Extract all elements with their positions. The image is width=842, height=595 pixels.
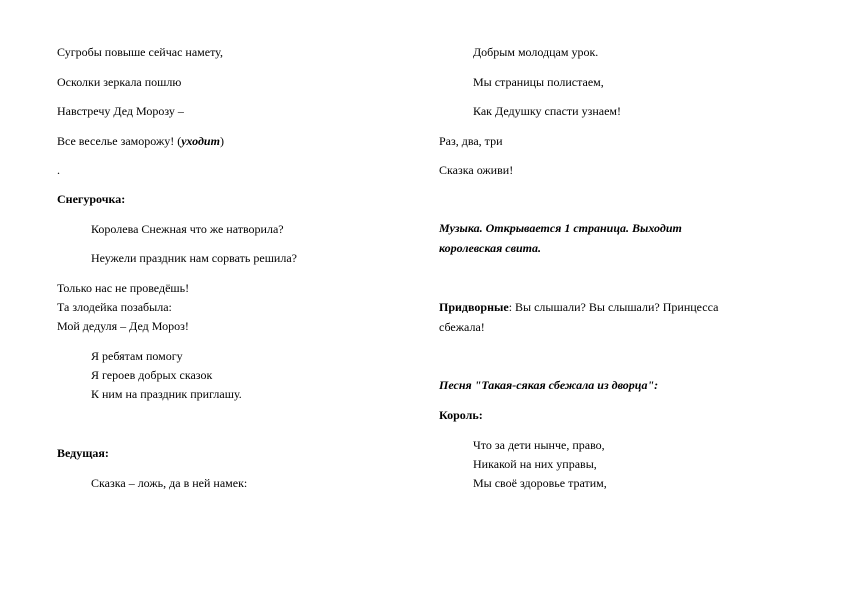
poem-line: Я ребятам помогу: [91, 349, 183, 363]
stage-direction: королевская свита.: [439, 241, 541, 255]
poem-line: Добрым молодцам урок.: [473, 45, 599, 59]
poem-line: Мы страницы полистаем,: [473, 75, 604, 89]
song-title: Песня "Такая-сякая сбежала из дворца":: [439, 378, 659, 392]
poem-line: Что за дети нынче, право,: [473, 438, 605, 452]
poem-text: ): [219, 134, 224, 148]
speaker-label-vedushchaya: Ведущая:: [57, 446, 109, 460]
poem-text: Все веселье заморожу! (: [57, 134, 182, 148]
poem-line: Мы своё здоровье тратим,: [473, 476, 607, 490]
dialogue-line: сбежала!: [439, 320, 485, 334]
speaker-label-korol: Король:: [439, 408, 483, 422]
dialogue-text: : Вы слышали? Вы слышали? Принцесса: [508, 300, 719, 314]
poem-line: Я героев добрых сказок: [91, 368, 213, 382]
poem-line: Та злодейка позабыла:: [57, 300, 172, 314]
poem-line: К ним на праздник приглашу.: [91, 387, 242, 401]
poem-line: Сугробы повыше сейчас намету,: [57, 45, 223, 59]
speaker-label-pridvornye: Придворные: [439, 300, 509, 314]
speaker-label-snegurochka: Снегурочка:: [57, 192, 126, 206]
poem-line: Только нас не проведёшь!: [57, 281, 190, 295]
stage-direction: уходит: [181, 134, 220, 148]
stage-direction: Музыка. Открывается 1 страница. Выходит: [439, 221, 682, 235]
poem-line: Мой дедуля – Дед Мороз!: [57, 319, 189, 333]
poem-line: Королева Снежная что же натворила?: [91, 222, 284, 236]
poem-line: Никакой на них управы,: [473, 457, 597, 471]
poem-line-with-stage-direction: [57, 134, 224, 148]
punctuation-line: .: [57, 163, 60, 177]
dialogue-line-pridvornye: [439, 300, 718, 314]
poem-line: Неужели праздник нам сорвать решила?: [91, 251, 297, 265]
poem-line: Раз, два, три: [439, 134, 503, 148]
poem-line: Навстречу Дед Морозу –: [57, 104, 184, 118]
poem-line: Сказка оживи!: [439, 163, 514, 177]
poem-line: Сказка – ложь, да в ней намек:: [91, 476, 248, 490]
poem-line: Осколки зеркала пошлю: [57, 75, 182, 89]
poem-line: Как Дедушку спасти узнаем!: [473, 104, 621, 118]
